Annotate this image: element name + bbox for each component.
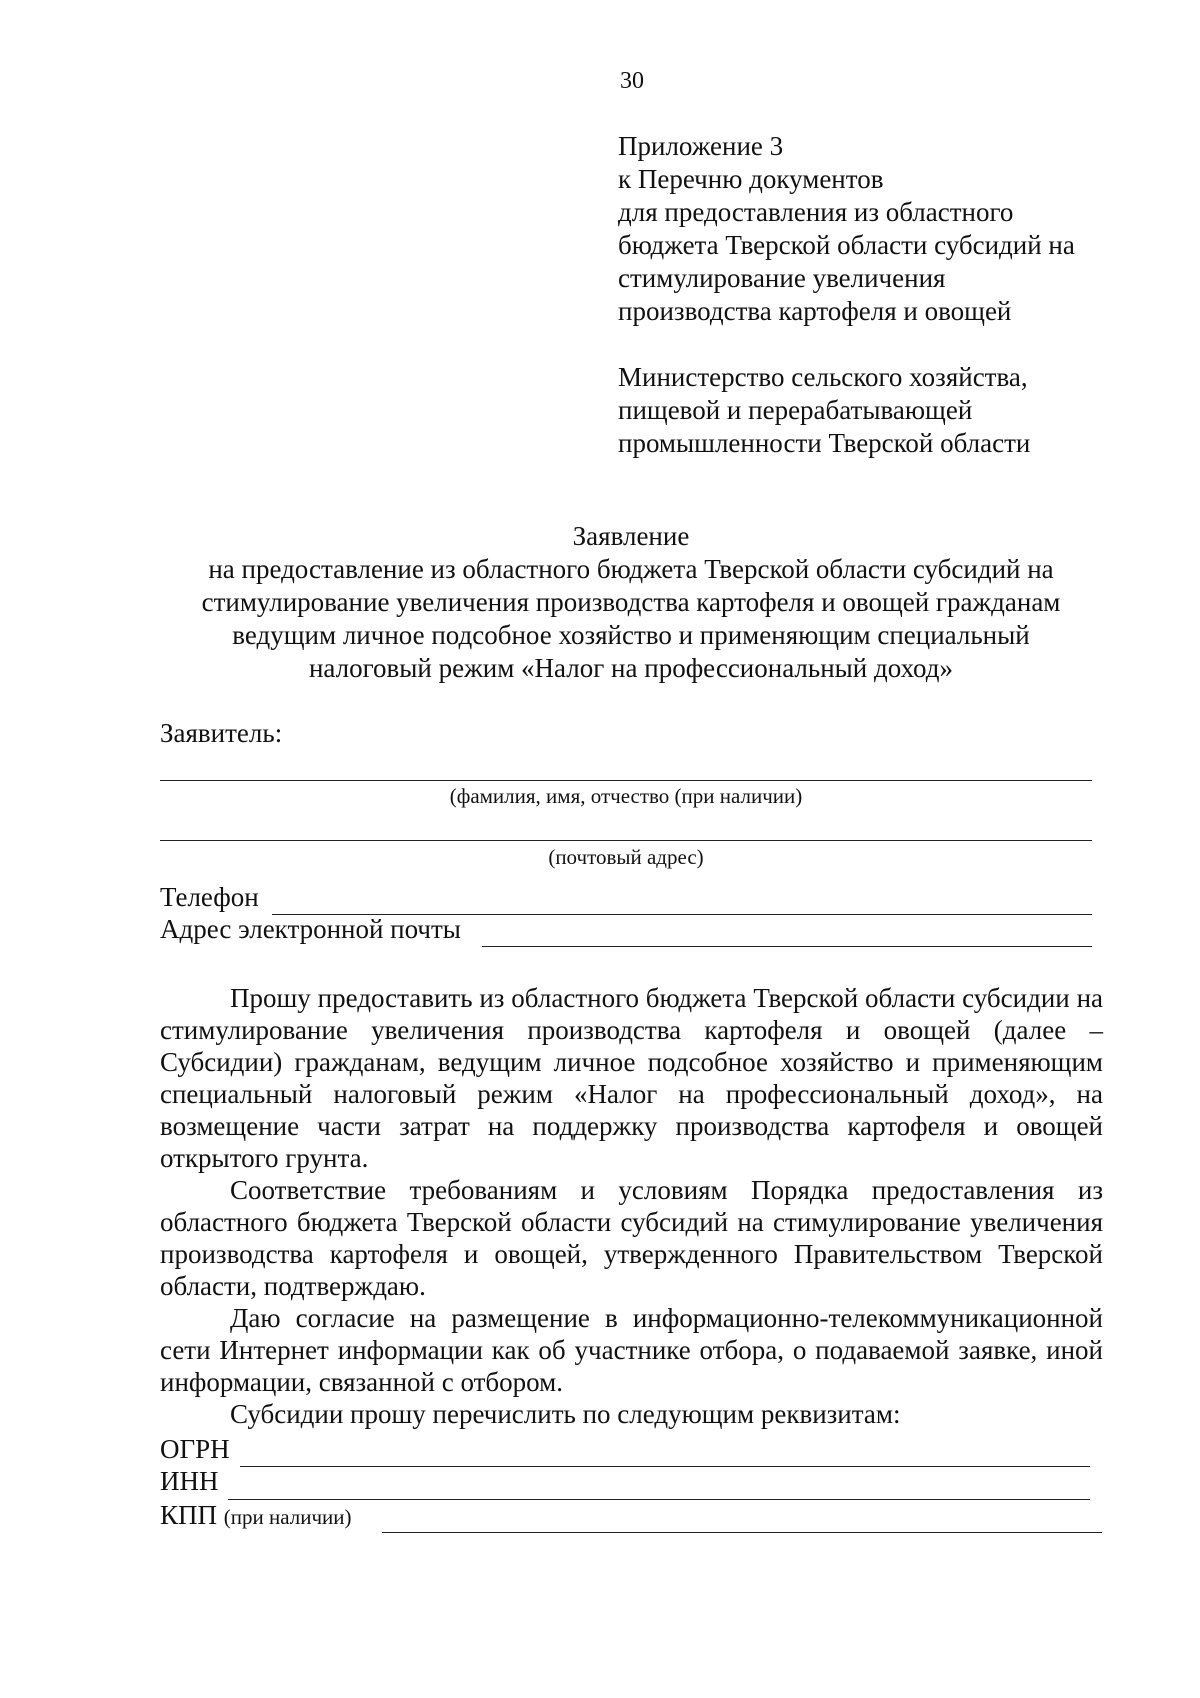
page-number: 30 [620, 68, 644, 94]
request-paragraph: Прошу предоставить из областного бюджета Тверской области субсидии на стимулирование увеличения производства картофеля и овощей (далее – Субсидии) гражданам, ведущим личное подсобное хозяйство и применяющим специальный налоговый режим «Налог на профессиональный доход», на возмещение части затрат на поддержку производства картофеля и овощей открытого грунта. [160, 983, 1103, 1173]
appendix-line: к Перечню документов [618, 164, 884, 194]
email-label: Адрес электронной почты [160, 914, 461, 944]
kpp-field[interactable] [382, 1532, 1102, 1533]
appendix-line: Приложение 3 [618, 131, 784, 161]
statement-subtitle-line: стимулирование увеличения производства картофеля и овощей гражданам [201, 587, 1061, 617]
inn-field[interactable] [228, 1499, 1090, 1500]
ogrn-label: ОГРН [160, 1434, 230, 1464]
applicant-label: Заявитель: [160, 718, 283, 748]
phone-label: Телефон [160, 882, 259, 912]
appendix-header [618, 130, 1075, 460]
addressee-line: промышленности Тверской области [618, 428, 1031, 458]
kpp-label: КПП [160, 1500, 218, 1530]
statement-title-block [150, 520, 1112, 685]
applicant-name-field[interactable] [160, 780, 1092, 781]
statement-title: Заявление [572, 521, 690, 551]
appendix-line: бюджета Тверской области субсидий на [618, 230, 1075, 260]
inn-label: ИНН [160, 1466, 219, 1496]
requisites-intro: Субсидии прошу перечислить по следующим реквизитам: [230, 1399, 901, 1429]
addressee-line: пищевой и перерабатывающей [618, 395, 973, 425]
statement-subtitle-line: налоговый режим «Налог на профессиональный доход» [308, 653, 954, 683]
kpp-label-group [160, 1500, 351, 1531]
appendix-line: для предоставления из областного [618, 197, 1014, 227]
addressee-line: Министерство сельского хозяйства, [618, 362, 1028, 392]
appendix-line: стимулирование увеличения [618, 263, 946, 293]
appendix-line: производства картофеля и овощей [618, 296, 1012, 326]
email-field[interactable] [482, 946, 1092, 947]
address-hint: (почтовый адрес) [548, 845, 704, 869]
statement-subtitle-line: ведущим личное подсобное хозяйство и применяющим специальный [232, 620, 1030, 650]
statement-subtitle-line: на предоставление из областного бюджета Тверской области субсидий на [208, 554, 1054, 584]
consent-paragraph: Даю согласие на размещение в информационно-телекоммуникационной сети Интернет информации как об участнике отбора, о подаваемой заявке, иной информации, связанной с отбором. [160, 1303, 1103, 1397]
compliance-paragraph: Соответствие требованиям и условиям Порядка предоставления из областного бюджета Тверской области субсидий на стимулирование увеличения производства картофеля и овощей, утвержденного Правительством Тверской области, подтверждаю. [160, 1175, 1103, 1301]
postal-address-field[interactable] [160, 840, 1092, 841]
name-hint: (фамилия, имя, отчество (при наличии) [449, 784, 803, 808]
statement-body [160, 982, 1103, 1430]
ogrn-field[interactable] [240, 1466, 1090, 1467]
kpp-note: (при наличии) [223, 1505, 352, 1529]
